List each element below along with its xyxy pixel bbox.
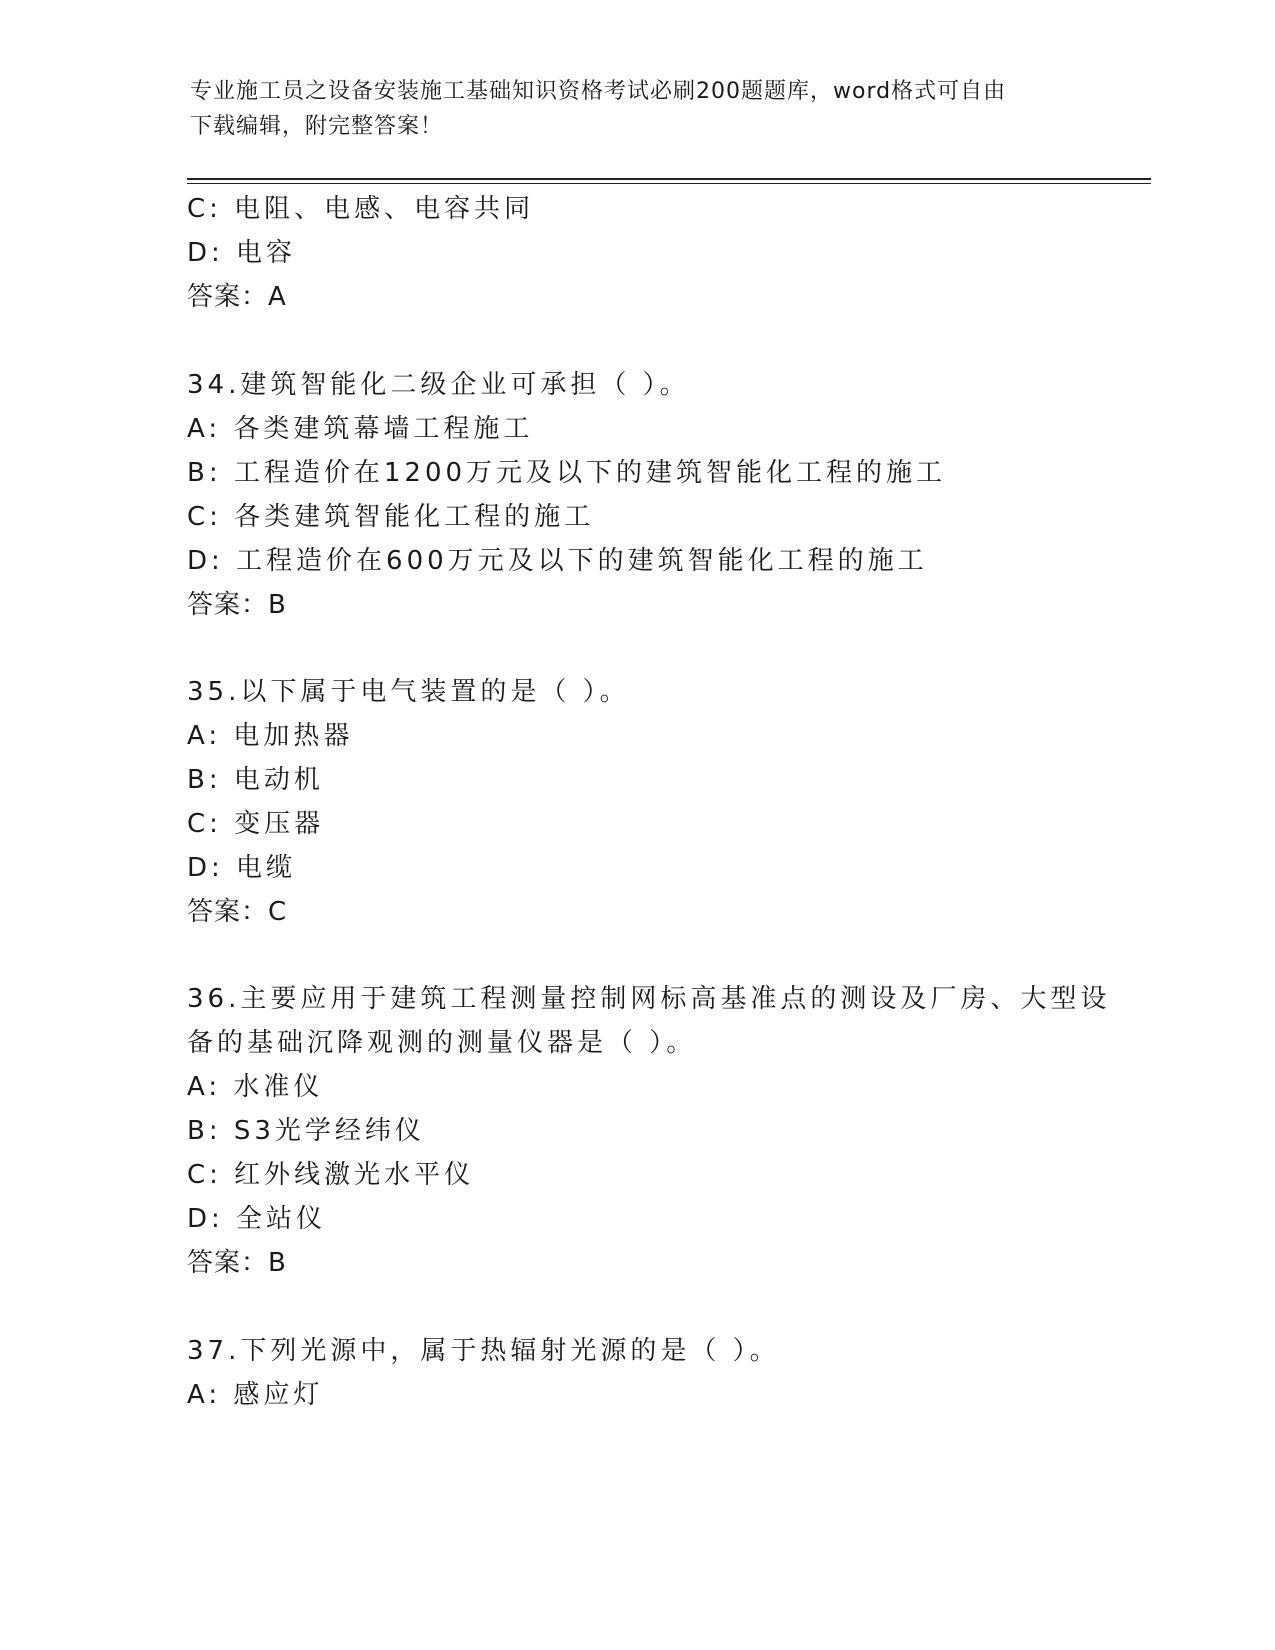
question-35-option-d: D: 电缆 [187,853,297,883]
question-36-stem-line-1: 36.主要应用于建筑工程测量控制网标高基准点的测设及厂房、大型设 [187,984,1111,1014]
question-35-answer: 答案：C [187,897,288,927]
question-34-stem: 34.建筑智能化二级企业可承担（ ）。 [187,370,690,400]
question-35-stem: 35.以下属于电气装置的是（ ）。 [187,677,630,707]
question-36-option-a: A: 水准仪 [187,1072,324,1102]
question-35-option-b: B: 电动机 [187,765,324,795]
question-37-option-a: A: 感应灯 [187,1380,324,1410]
header-line-2: 下载编辑，附完整答案！ [190,114,444,139]
question-36-option-c: C: 红外线激光水平仪 [187,1160,475,1190]
question-34-option-b: B: 工程造价在1200万元及以下的建筑智能化工程的施工 [187,458,947,488]
question-36-stem-line-2: 备的基础沉降观测的测量仪器是（ ）。 [187,1028,697,1058]
header-divider-thin [187,183,1151,184]
question-36-answer: 答案：B [187,1248,287,1278]
question-35-option-a: A: 电加热器 [187,721,354,751]
question-34-option-a: A: 各类建筑幕墙工程施工 [187,414,534,444]
question-36-option-b: B: S3光学经纬仪 [187,1116,425,1146]
question-37-stem: 37.下列光源中，属于热辐射光源的是（ ）。 [187,1336,780,1366]
prev-question-answer: 答案：A [187,282,287,312]
header-line-1: 专业施工员之设备安装施工基础知识资格考试必刷200题题库，word格式可自由 [190,79,1007,104]
prev-question-option-d: D: 电容 [187,238,297,268]
question-35-option-c: C: 变压器 [187,809,325,839]
question-34-answer: 答案：B [187,590,287,620]
header-divider-thick [187,178,1151,180]
question-34-option-d: D: 工程造价在600万元及以下的建筑智能化工程的施工 [187,546,928,576]
question-34-option-c: C: 各类建筑智能化工程的施工 [187,502,595,532]
document-header [190,74,1070,144]
prev-question-option-c: C: 电阻、电感、电容共同 [187,194,535,224]
question-36-option-d: D: 全站仪 [187,1204,327,1234]
